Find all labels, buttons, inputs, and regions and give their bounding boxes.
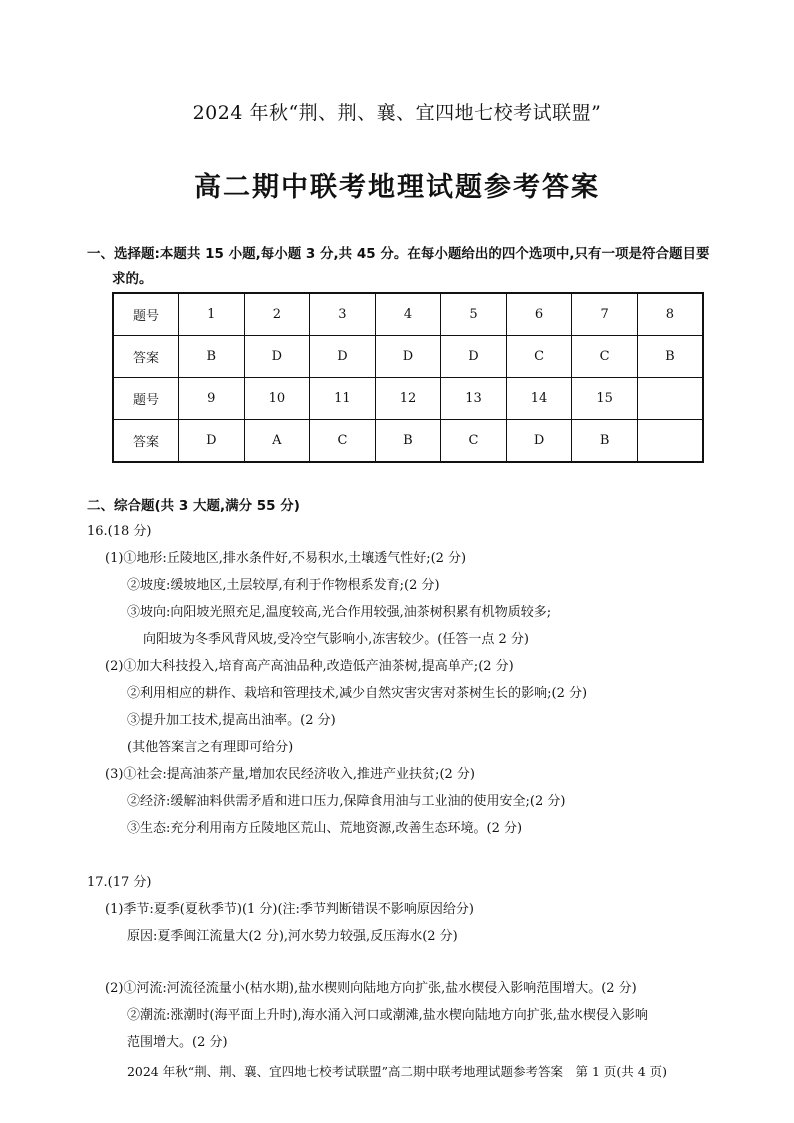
table-row: [113, 336, 703, 378]
section2-heading: 二、综合题(共 3 大题,满分 55 分): [87, 498, 300, 514]
answer-line: ②坡度:缓坡地区,土层较厚,有利于作物根系发育;(2 分): [127, 578, 440, 593]
answer-line: ②利用相应的耕作、栽培和管理技术,减少自然灾害灾害对茶树生长的影响;(2 分): [127, 686, 588, 701]
table-cell: D: [441, 336, 507, 378]
section1-instruction-cont: 求的。: [112, 271, 153, 287]
section1-instruction: 一、选择题:本题共 15 小题,每小题 3 分,共 45 分。在每小题给出的四个选项中,只有一项是符合题目要: [87, 246, 710, 262]
question-16-header: 16.(18 分): [87, 524, 152, 539]
answer-line: (2)①河流:河流径流量小(枯水期),盐水楔则向陆地方向扩张,盐水楔侵入影响范围增大。(2 分): [105, 981, 637, 996]
table-cell: 11: [310, 378, 376, 420]
answer-line: ②潮流:涨潮时(海平面上升时),海水涌入河口或潮滩,盐水楔向陆地方向扩张,盐水楔侵入影响: [127, 1008, 648, 1023]
table-cell: D: [179, 420, 245, 463]
answer-line: ③坡向:向阳坡光照充足,温度较高,光合作用较强,油茶树积累有机物质较多;: [127, 605, 552, 620]
table-cell: D: [310, 336, 376, 378]
table-cell: 12: [375, 378, 441, 420]
page-footer: 2024 年秋“荆、荆、襄、宜四地七校考试联盟”高二期中联考地理试题参考答案 第 1 页(共 4 页): [126, 1064, 668, 1079]
table-cell: D: [375, 336, 441, 378]
table-cell: 9: [179, 378, 245, 420]
table-cell: 1: [179, 293, 245, 336]
table-cell: 10: [244, 378, 310, 420]
page-title: 高二期中联考地理试题参考答案: [194, 172, 600, 203]
table-cell: B: [637, 336, 703, 378]
table-cell: 4: [375, 293, 441, 336]
table-row: [113, 378, 703, 420]
question-17-header: 17.(17 分): [87, 875, 152, 890]
table-cell: D: [244, 336, 310, 378]
answer-note: (其他答案言之有理即可给分): [127, 740, 294, 755]
table-row: [113, 293, 703, 336]
table-cell: 7: [572, 293, 638, 336]
answer-line: (1)①地形:丘陵地区,排水条件好,不易积水,土壤透气性好;(2 分): [105, 551, 467, 566]
table-cell: 14: [506, 378, 572, 420]
answer-line: (1)季节:夏季(夏秋季节)(1 分)(注:季节判断错误不影响原因给分): [105, 902, 475, 917]
exam-header: 2024 年秋“荆、荆、襄、宜四地七校考试联盟”: [192, 102, 602, 124]
table-cell: 15: [572, 378, 638, 420]
answer-line: (3)①社会:提高油茶产量,增加农民经济收入,推进产业扶贫;(2 分): [105, 767, 475, 782]
table-cell: 6: [506, 293, 572, 336]
answer-line: ③生态:充分利用南方丘陵地区荒山、荒地资源,改善生态环境。(2 分): [127, 821, 523, 836]
table-cell: B: [375, 420, 441, 463]
row-label-cell: 题号: [113, 378, 179, 420]
table-cell: 3: [310, 293, 376, 336]
table-cell: 2: [244, 293, 310, 336]
row-label-cell: 题号: [113, 293, 179, 336]
table-cell: B: [572, 420, 638, 463]
table-cell: C: [310, 420, 376, 463]
answer-line: 原因:夏季闽江流量大(2 分),河水势力较强,反压海水(2 分): [127, 929, 458, 944]
table-cell: [637, 378, 703, 420]
answer-line: 向阳坡为冬季风背风坡,受冷空气影响小,冻害较少。(任答一点 2 分): [143, 632, 529, 647]
table-cell: B: [179, 336, 245, 378]
row-label-cell: 答案: [113, 336, 179, 378]
table-cell: 5: [441, 293, 507, 336]
table-cell: 13: [441, 378, 507, 420]
answer-line: (2)①加大科技投入,培育高产高油品种,改造低产油茶树,提高单产;(2 分): [105, 659, 514, 674]
table-cell: A: [244, 420, 310, 463]
table-cell: D: [506, 420, 572, 463]
table-cell: C: [441, 420, 507, 463]
table-cell: C: [572, 336, 638, 378]
answer-table: [112, 292, 704, 463]
row-label-cell: 答案: [113, 420, 179, 463]
table-cell: 8: [637, 293, 703, 336]
answer-line: ②经济:缓解油料供需矛盾和进口压力,保障食用油与工业油的使用安全;(2 分): [127, 794, 566, 809]
table-row: [113, 420, 703, 463]
answer-line: 范围增大。(2 分): [127, 1035, 228, 1050]
answer-line: ③提升加工技术,提高出油率。(2 分): [127, 713, 336, 728]
table-cell: [637, 420, 703, 463]
table-cell: C: [506, 336, 572, 378]
